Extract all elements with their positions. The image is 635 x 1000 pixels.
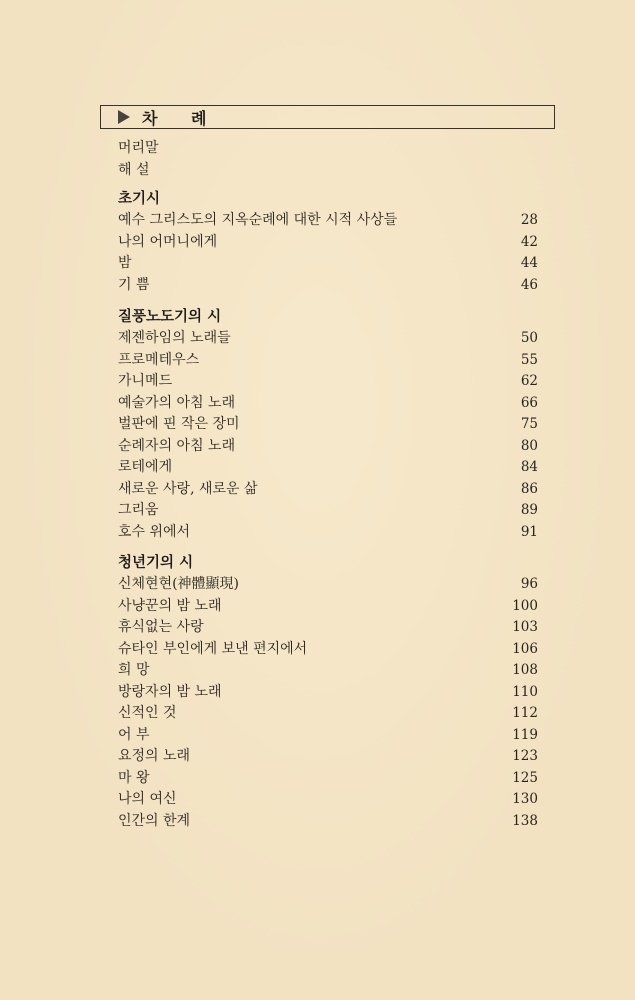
entry-page: 55 <box>520 351 538 368</box>
toc-entry <box>118 232 538 254</box>
toc-entry <box>118 682 538 704</box>
entry-title: 가니메드 <box>118 373 173 389</box>
entry-title: 순례자의 아침 노래 <box>118 437 236 454</box>
entry-title: 기 쁨 <box>118 276 150 293</box>
entry-page: 46 <box>520 276 538 293</box>
entry-title: 호수 위에서 <box>118 523 191 540</box>
entry-title: 신체현현(神體顯現) <box>118 576 240 592</box>
toc-header-box <box>100 105 555 129</box>
entry-page: 108 <box>512 662 538 678</box>
toc-entry <box>118 479 538 501</box>
entry-title: 마 왕 <box>118 769 150 786</box>
toc-entry <box>118 660 538 682</box>
toc-entry <box>118 393 538 415</box>
intro-item-preface: 머리말 <box>118 140 159 156</box>
entry-page: 66 <box>520 394 538 411</box>
entry-title: 어 부 <box>118 726 150 743</box>
entry-page: 119 <box>512 726 538 743</box>
toc-entry <box>118 617 538 639</box>
toc-entry <box>118 253 538 275</box>
toc-entry <box>118 350 538 372</box>
entry-title: 밤 <box>118 255 132 271</box>
section-title: 질풍노도기의 시 <box>118 309 222 325</box>
section-early-poems <box>118 188 538 296</box>
entry-title: 사냥꾼의 밤 노래 <box>118 597 222 614</box>
toc-entry <box>118 500 538 522</box>
entry-title: 슈타인 부인에게 보낸 편지에서 <box>118 640 308 657</box>
entry-page: 106 <box>512 640 538 657</box>
toc-entry <box>118 746 538 768</box>
entry-page: 138 <box>512 812 538 829</box>
entry-title: 그리움 <box>118 502 159 518</box>
entry-page: 91 <box>520 523 538 540</box>
entry-page: 28 <box>520 212 538 228</box>
entry-title: 요정의 노래 <box>118 748 191 764</box>
toc-entry <box>118 436 538 458</box>
entry-title: 나의 어머니에게 <box>118 233 218 250</box>
entry-title: 희 망 <box>118 662 150 678</box>
entry-title: 방랑자의 밤 노래 <box>118 683 222 700</box>
toc-entry <box>118 210 538 232</box>
entry-title: 예수 그리스도의 지옥순례에 대한 시적 사상들 <box>118 212 398 228</box>
entry-title: 제젠하임의 노래들 <box>118 330 231 346</box>
entry-title: 로테에게 <box>118 459 173 475</box>
entry-page: 112 <box>512 705 538 721</box>
intro-item-commentary: 해 설 <box>118 162 150 178</box>
entry-page: 130 <box>512 791 538 807</box>
entry-page: 50 <box>520 330 538 346</box>
toc-entry <box>118 596 538 618</box>
entry-page: 103 <box>512 619 538 635</box>
toc-entry <box>118 811 538 833</box>
entry-page: 75 <box>520 416 538 432</box>
entry-page: 125 <box>512 769 538 786</box>
entry-title: 새로운 사랑, 새로운 삶 <box>118 480 258 497</box>
toc-entry <box>118 768 538 790</box>
triangle-arrow-icon <box>118 110 130 124</box>
toc-entry <box>118 574 538 596</box>
toc-entry <box>118 789 538 811</box>
entry-title: 예술가의 아침 노래 <box>118 394 236 411</box>
entry-page: 86 <box>520 480 538 497</box>
entry-title: 휴식없는 사랑 <box>118 619 204 635</box>
entry-title: 벌판에 핀 작은 장미 <box>118 416 240 432</box>
entry-page: 100 <box>512 597 538 614</box>
entry-page: 62 <box>520 373 538 389</box>
section-title: 초기시 <box>118 191 161 207</box>
entry-title: 프로메테우스 <box>118 351 200 368</box>
section-sturm-und-drang <box>118 306 538 543</box>
toc-entry <box>118 457 538 479</box>
toc-entry <box>118 328 538 350</box>
toc-heading: 차 례 <box>142 108 221 128</box>
toc-entry <box>118 371 538 393</box>
toc-entry <box>118 703 538 725</box>
entry-page: 123 <box>512 748 538 764</box>
entry-title: 나의 여신 <box>118 791 177 807</box>
entry-page: 110 <box>512 683 538 700</box>
toc-entry <box>118 639 538 661</box>
entry-page: 89 <box>520 502 538 518</box>
toc-entry <box>118 275 538 297</box>
entry-title: 신적인 것 <box>118 705 177 721</box>
entry-page: 44 <box>520 255 538 271</box>
entry-page: 84 <box>520 459 538 475</box>
section-title: 청년기의 시 <box>118 555 194 571</box>
entry-page: 42 <box>520 233 538 250</box>
entry-title: 인간의 한계 <box>118 812 191 829</box>
section-youth-poems <box>118 552 538 832</box>
entry-page: 80 <box>520 437 538 454</box>
toc-entry <box>118 522 538 544</box>
toc-entry <box>118 414 538 436</box>
intro-list <box>118 137 159 181</box>
entry-page: 96 <box>520 576 538 592</box>
toc-entry <box>118 725 538 747</box>
